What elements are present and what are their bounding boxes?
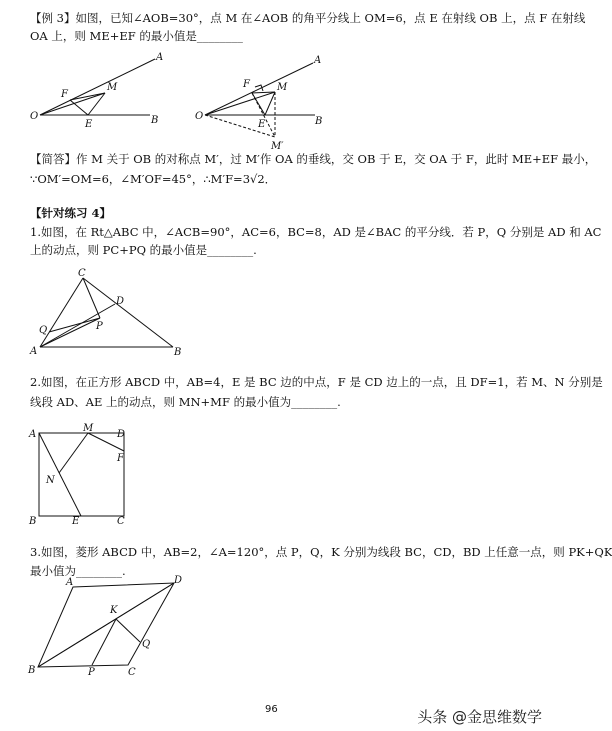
answer-line2: ∵OM′=OM=6，∠M′OF=45°，∴M′F=3√2． <box>30 172 277 186</box>
fig5-label-Q: Q <box>142 639 151 650</box>
fig4-label-B: B <box>29 516 37 527</box>
fig3-label-P: P <box>96 321 103 332</box>
fig2-label-A: A <box>314 55 322 66</box>
fig4-label-F: F <box>117 453 124 464</box>
fig4-label-N: N <box>46 475 55 486</box>
fig3-label-Q: Q <box>39 325 48 336</box>
fig2-label-M-prime: M′ <box>271 141 284 152</box>
practice-header: 【针对练习 4】 <box>30 206 112 220</box>
example3-line2: OA 上，则 ME+EF 的最小值是________ <box>30 29 243 43</box>
fig2-label-B: B <box>315 116 323 127</box>
fig5-label-A: A <box>66 577 74 588</box>
q2-line1: 2.如图，在正方形 ABCD 中，AB=4，E 是 BC 边的中点，F 是 CD 边上的一点，且 DF=1，若 M、N 分别是 <box>30 375 603 389</box>
fig5-label-C: C <box>128 667 136 678</box>
fig5-label-K: K <box>110 605 118 616</box>
fig4-label-C: C <box>117 516 125 527</box>
fig1-label-O: O <box>30 111 39 122</box>
fig2-label-F: F <box>243 79 250 90</box>
figure-q1-triangle <box>28 270 188 360</box>
fig2-label-M: M <box>277 82 288 93</box>
fig1-label-E: E <box>85 119 93 130</box>
fig5-label-B: B <box>28 665 36 676</box>
fig3-label-D: D <box>116 296 125 307</box>
fig4-label-E: E <box>72 516 80 527</box>
fig1-label-F: F <box>61 89 68 100</box>
q2-line2: 线段 AD、AE 上的动点，则 MN+MF 的最小值为________. <box>30 395 341 409</box>
fig4-label-D: D <box>117 429 126 440</box>
figure-example3-right <box>195 55 335 150</box>
fig5-label-D: D <box>174 575 183 586</box>
fig2-label-O: O <box>195 111 204 122</box>
q1-line1: 1.如图，在 Rt△ABC 中，∠ACB=90°，AC=6，BC=8，AD 是∠BAC 的平分线．若 P，Q 分别是 AD 和 AC <box>30 225 602 239</box>
fig1-label-M: M <box>107 82 118 93</box>
figure-q3-rhombus <box>28 575 188 680</box>
fig4-label-M: M <box>83 423 94 434</box>
example3-line1: 【例 3】如图，已知∠AOB=30°，点 M 在∠AOB 的角平分线上 OM=6，点 E 在射线 OB 上，点 F 在射线 <box>30 11 586 25</box>
watermark: 头条 @金思维数学 <box>417 708 542 726</box>
q1-line2: 上的动点，则 PC+PQ 的最小值是________. <box>30 243 257 257</box>
q3-line1: 3.如图，菱形 ABCD 中，AB=2，∠A=120°，点 P，Q，K 分别为线段 BC，CD，BD 上任意一点，则 PK+QK <box>30 545 612 559</box>
fig3-label-C: C <box>78 268 86 279</box>
fig5-label-P: P <box>88 667 95 678</box>
fig2-label-E: E <box>258 119 266 130</box>
fig3-label-A: A <box>30 346 38 357</box>
fig3-label-B: B <box>174 347 182 358</box>
q3-line2: 最小值为________. <box>30 564 126 578</box>
figure-q2-square <box>28 420 138 530</box>
fig4-label-A: A <box>29 429 37 440</box>
answer-line1: 【简答】作 M 关于 OB 的对称点 M′，过 M′作 OA 的垂线，交 OB 于 E，交 OA 于 F，此时 ME+EF 最小， <box>30 152 597 166</box>
fig1-label-B: B <box>151 115 159 126</box>
fig1-label-A: A <box>156 52 164 63</box>
page-number: 96 <box>265 704 278 715</box>
figure-example3-left <box>25 52 175 130</box>
